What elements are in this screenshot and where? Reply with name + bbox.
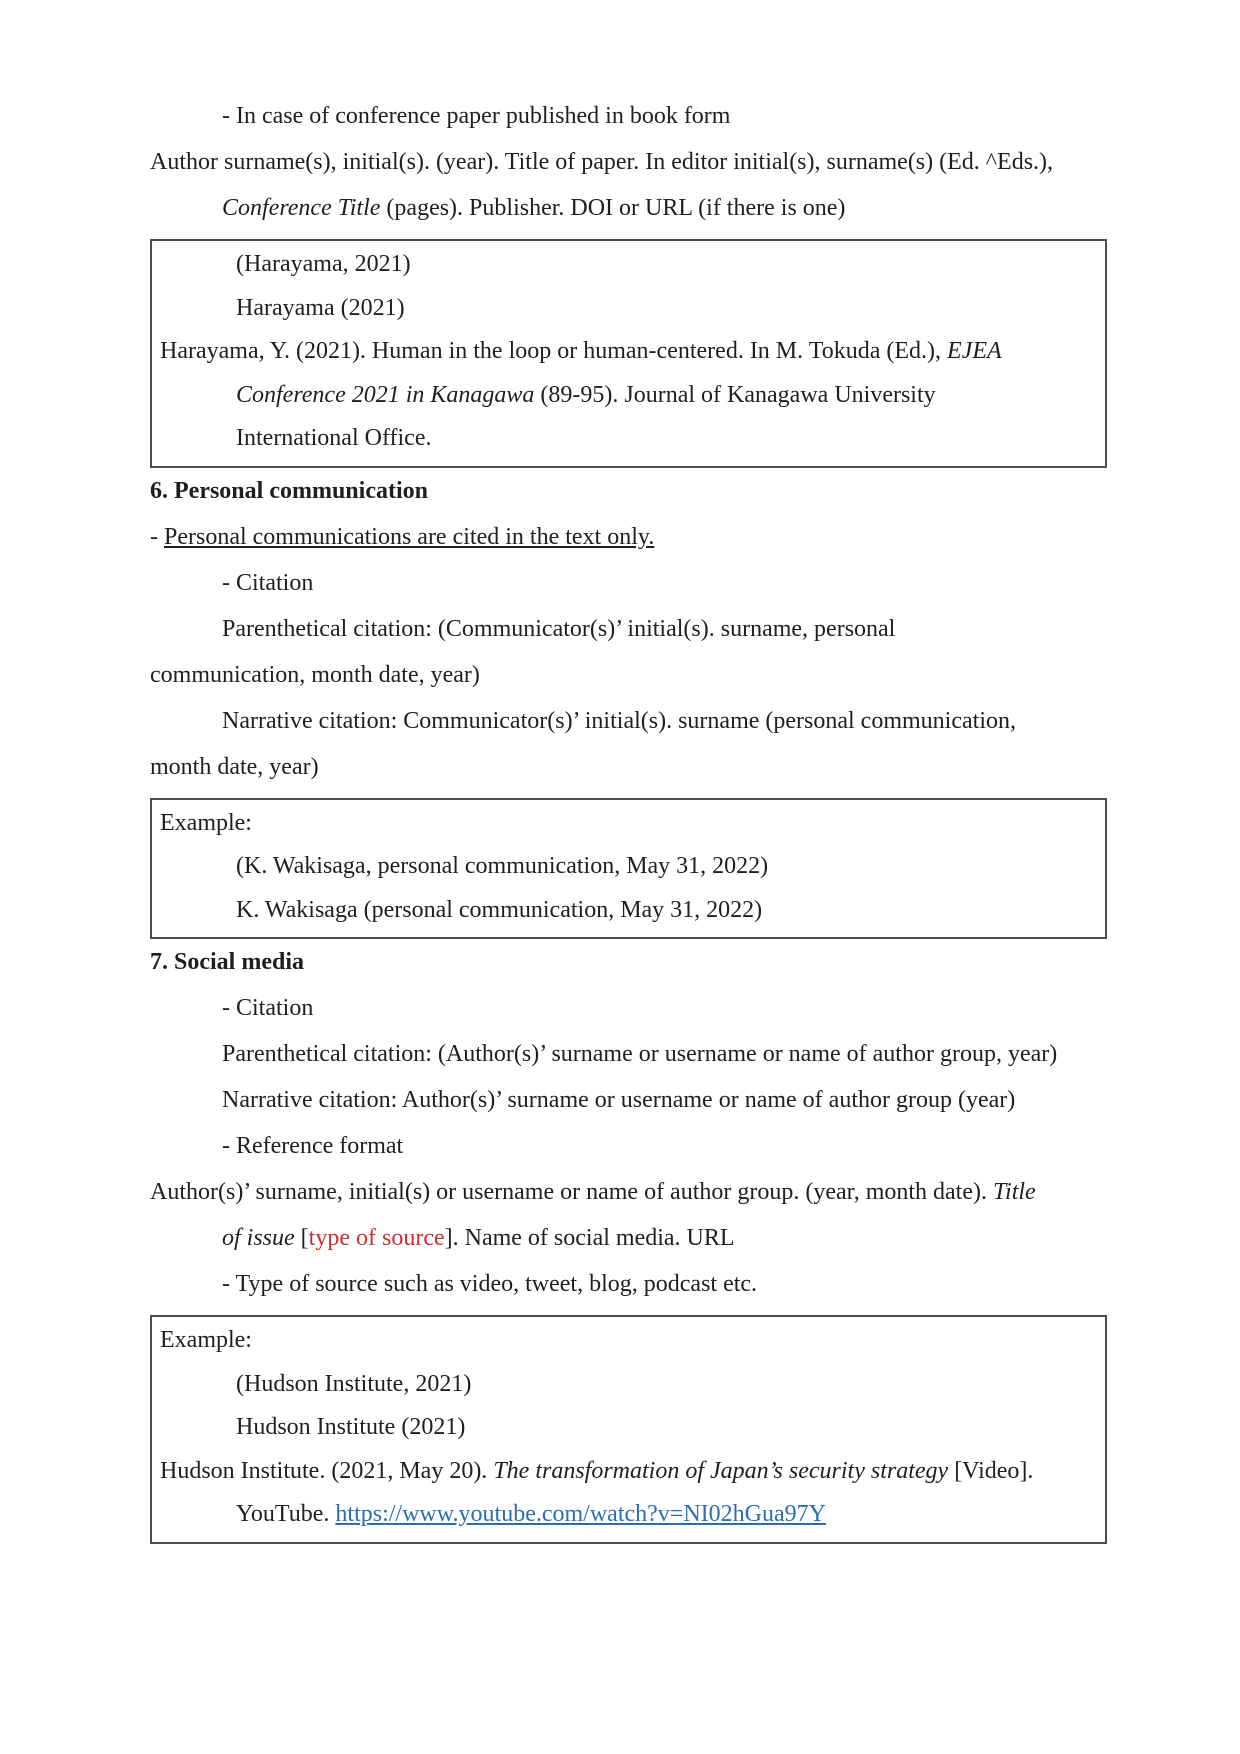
personal-narrative-line2: month date, year): [150, 753, 319, 780]
social-example-label: Example:: [160, 1327, 252, 1353]
personal-narrative-line1: Narrative citation: Communicator(s)’ initial(s). surname (personal communication,: [222, 707, 1016, 734]
personal-parenthetical-line1: Parenthetical citation: (Communicator(s)’ initial(s). surname, personal: [222, 615, 896, 642]
social-reference-format-label: - Reference format: [222, 1133, 404, 1159]
conference-ref-format-line1: Author surname(s), initial(s). (year). Title of paper. In editor initial(s), surname(s) (Ed. ^Eds.),: [150, 149, 1054, 175]
conference-example-ref-line2-rest: (89-95). Journal of Kanagawa University: [534, 381, 936, 408]
example-box-conference: [150, 239, 1107, 468]
conference-example-ref-text: Harayama, Y. (2021). Human in the loop or human-centered. In M. Tokuda (Ed.),: [160, 338, 947, 364]
personal-example-label: Example:: [160, 809, 252, 836]
conference-example-parenthetical: (Harayama, 2021): [236, 251, 411, 277]
conference-example-ref-title-italic: Conference 2021 in Kanagawa: [236, 381, 535, 408]
personal-example-parenthetical: (K. Wakisaga, personal communication, May 31, 2022): [236, 853, 769, 879]
social-ref-format-line2: [150, 1215, 1107, 1261]
personal-citation-label: - Citation: [222, 569, 314, 596]
social-ref-format-text: Author(s)’ surname, initial(s) or username or name of author group. (year, month date).: [150, 1179, 993, 1205]
social-ref-of-issue-italic: of issue: [222, 1225, 295, 1251]
section-conference-paper: [150, 93, 1107, 468]
example-box-personal: [150, 798, 1107, 940]
conference-example-ref-italic: EJEA: [947, 338, 1002, 364]
social-ref-format-title-italic: Title: [993, 1179, 1036, 1205]
social-narrative: Narrative citation: Author(s)’ surname or username or name of author group (year): [222, 1087, 1016, 1113]
social-example-narrative: Hudson Institute (2021): [236, 1414, 466, 1440]
social-example-parenthetical: (Hudson Institute, 2021): [236, 1370, 472, 1397]
social-example-reference-line2: [160, 1493, 1097, 1537]
conference-title-italic: Conference Title: [222, 195, 381, 221]
heading-social-media: 7. Social media: [150, 949, 304, 975]
social-example-ref-video-tag: [Video].: [948, 1457, 1034, 1484]
social-example-ref-text: Hudson Institute. (2021, May 20).: [160, 1457, 494, 1484]
personal-note: [150, 514, 1107, 560]
personal-example-narrative: K. Wakisaga (personal communication, May 31, 2022): [236, 896, 763, 923]
heading-personal-communication: 6. Personal communication: [150, 477, 428, 504]
personal-note-dash: -: [150, 523, 164, 550]
social-parenthetical: Parenthetical citation: (Author(s)’ surname or username or name of author group, year): [222, 1041, 1058, 1067]
conference-example-reference-line1: [160, 330, 1097, 374]
conference-example-reference-line2: [160, 374, 1097, 418]
youtube-hyperlink[interactable]: https://www.youtube.com/watch?v=NI02hGua97Y: [335, 1501, 826, 1527]
social-ref-line2-rest: ]. Name of social media. URL: [444, 1225, 735, 1251]
bullet-conference-book-form: - In case of conference paper published in book form: [222, 103, 731, 129]
personal-note-underlined: Personal communications are cited in the text only.: [164, 523, 655, 550]
conference-ref-format-line2: [150, 185, 1107, 231]
conference-ref-format-line2-rest: (pages). Publisher. DOI or URL (if there is one): [380, 195, 846, 221]
section-social-media: [150, 939, 1107, 1544]
social-example-reference-line1: [160, 1450, 1097, 1494]
example-box-social: [150, 1315, 1107, 1544]
social-ref-open-bracket: [: [294, 1225, 309, 1251]
social-type-note: - Type of source such as video, tweet, blog, podcast etc.: [222, 1271, 758, 1297]
personal-parenthetical-line2: communication, month date, year): [150, 661, 480, 688]
social-example-ref-title-italic: The transformation of Japan’s security strategy: [493, 1457, 949, 1484]
social-citation-label: - Citation: [222, 995, 314, 1021]
conference-example-reference-line3: International Office.: [236, 425, 432, 451]
section-personal-communication: [150, 468, 1107, 940]
conference-example-narrative: Harayama (2021): [236, 294, 405, 321]
social-ref-type-of-source-red: type of source: [308, 1225, 445, 1251]
social-example-youtube-text: YouTube.: [236, 1501, 336, 1527]
social-ref-format-line1: [150, 1169, 1107, 1215]
